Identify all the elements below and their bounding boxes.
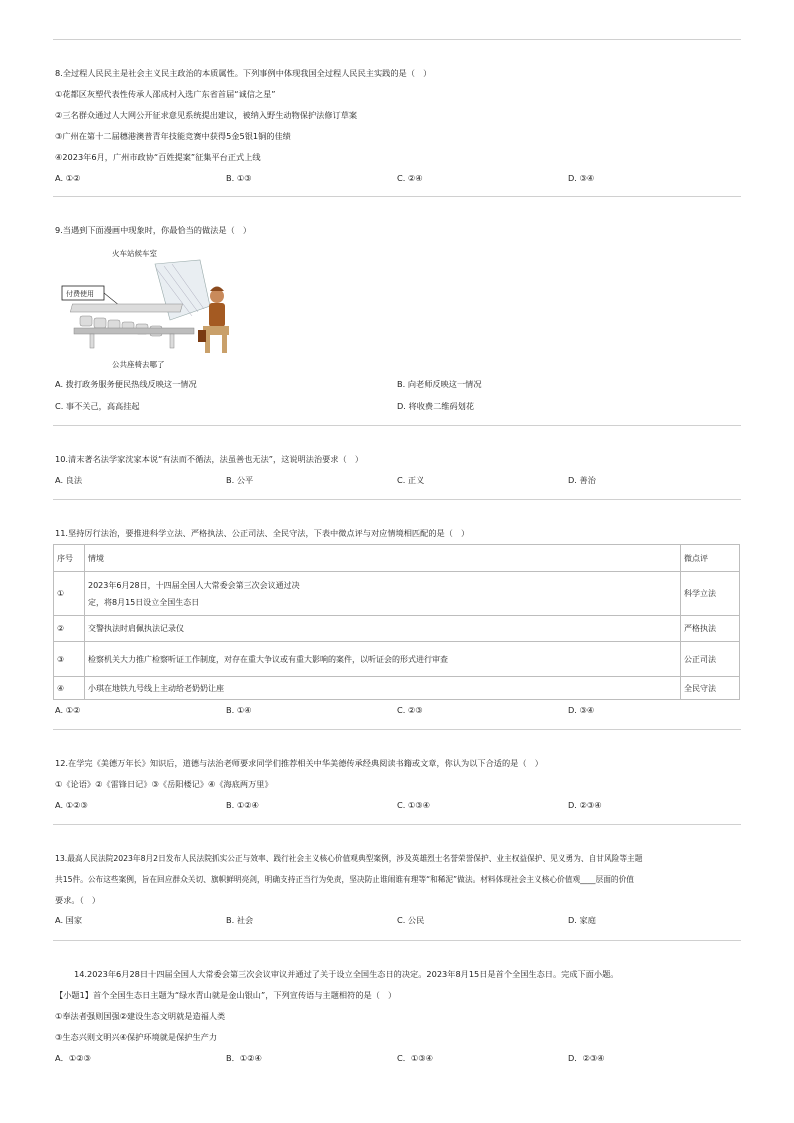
q9-option-d[interactable]: D. 将收费二维码划花 [397,401,475,411]
q13-option-c[interactable]: C. 公民 [397,915,425,925]
table-cell-line: 定，将8月15日设立全国生态日 [88,597,200,607]
q8-item-3: ③广州在第十二届穗港澳普青年技能竞赛中获得5金5银1铜的佳绩 [55,131,291,141]
q11-option-b[interactable]: B. ①④ [226,705,252,715]
q9-option-b[interactable]: B. 向老师反映这一情况 [397,379,482,389]
q8-option-a[interactable]: A. ①② [55,173,81,183]
q14-item-1: ①奉法者强则国强②建设生态文明就是造福人类 [55,1011,226,1021]
q13-option-a[interactable]: A. 国家 [55,915,83,925]
q13-line-3: 要求。（ ） [55,895,101,905]
q9-stem: 9.当遇到下面漫画中现象时，你最恰当的做法是（ ） [55,225,252,235]
q8-item-4: ④2023年6月，广州市政协“百姓提案”征集平台正式上线 [55,152,261,162]
q8-option-c[interactable]: C. ②④ [397,173,423,183]
q10-option-d[interactable]: D. 善治 [568,475,596,485]
q12-option-b[interactable]: B. ①②④ [226,800,259,810]
q12-stem: 12.在学完《美德万年长》知识后，道德与法治老师要求同学们推荐相关中华美德传承经典阅读书籍或文章，你认为以下合适的是（ ） [55,758,543,768]
q11-table [53,544,740,700]
q11-option-d[interactable]: D. ③④ [568,705,595,715]
cartoon-caption: 公共座椅去哪了 [112,360,165,369]
q9-option-c[interactable]: C. 事不关己，高高挂起 [55,401,140,411]
table-header: 微点评 [681,545,740,572]
q12-option-d[interactable]: D. ②③④ [568,800,602,810]
table-cell [85,572,681,616]
table-row [54,642,740,677]
q14-option-a[interactable]: A．①②③ [55,1053,91,1063]
q11-stem: 11.坚持厉行法治，要推进科学立法、严格执法、公正司法、全民守法，下表中微点评与对应情境相匹配的是（ ） [55,528,470,538]
table-cell: 科学立法 [681,572,740,616]
q11-option-c[interactable]: C. ②③ [397,705,423,715]
divider [53,499,741,500]
q8-stem: 8.全过程人民民主是社会主义民主政治的本质属性。下列事例中体现我国全过程人民民主实践的是（ ） [55,68,432,78]
q10-stem: 10.清末著名法学家沈家本说“有法而不循法，法虽善也无法”，这说明法治要求（ ） [55,454,364,464]
q12-items: ①《论语》②《雷锋日记》③《岳阳楼记》④《海底两万里》 [55,779,273,789]
q8-item-1: ①花都区灰塑代表性传承人邵成村入选广东省首届“诚信之星” [55,89,276,99]
waiting-room-cartoon [60,246,240,370]
table-cell: ④ [54,677,85,700]
q8-item-2: ②三名群众通过人大网公开征求意见系统提出建议，被纳入野生动物保护法修订草案 [55,110,358,120]
table-cell: ② [54,616,85,642]
q9-option-a[interactable]: A. 拨打政务服务便民热线反映这一情况 [55,379,197,389]
divider [53,196,741,197]
q10-option-b[interactable]: B. 公平 [226,475,254,485]
table-header-row [54,545,740,572]
q8-option-d[interactable]: D. ③④ [568,173,595,183]
table-header: 情境 [85,545,681,572]
table-row [54,572,740,616]
cartoon-sign: 付费使用 [66,290,94,298]
table-cell: 检察机关大力推广检察听证工作制度，对存在重大争议或有重大影响的案件，以听证会的形式进行审查 [85,642,681,677]
divider [53,940,741,941]
table-row [54,616,740,642]
q10-option-a[interactable]: A. 良法 [55,475,83,485]
q14-item-2: ③生态兴则文明兴④保护环境就是保护生产力 [55,1032,218,1042]
table-cell-line: 2023年6月28日，十四届全国人大常委会第三次会议通过决 [88,580,300,590]
table-cell: 严格执法 [681,616,740,642]
q13-line-2: 共15件。公布这些案例，旨在回应群众关切、旗帜鲜明亮剑，明确支持正当行为免责，坚决防止谁闹谁有理等“和稀泥”做法。材料体现社会主义核心价值观____层面的价值 [55,875,634,884]
q8-option-b[interactable]: B. ①③ [226,173,252,183]
table-cell: ① [54,572,85,616]
q14-sub-question-1: 【小题1】首个全国生态日主题为“绿水青山就是金山银山”，下列宣传语与主题相符的是（ ） [55,990,397,1000]
divider [53,824,741,825]
q13-option-b[interactable]: B. 社会 [226,915,254,925]
table-cell: ③ [54,642,85,677]
table-cell: 小琪在地铁九号线上主动给老奶奶让座 [85,677,681,700]
table-cell: 交警执法时肩佩执法记录仪 [85,616,681,642]
table-cell: 全民守法 [681,677,740,700]
table-cell: 公正司法 [681,642,740,677]
q11-option-a[interactable]: A. ①② [55,705,81,715]
table-row [54,677,740,700]
q14-intro: 14.2023年6月28日十四届全国人大常委会第三次会议审议并通过了关于设立全国生态日的决定。2023年8月15日是首个全国生态日。完成下面小题。 [74,969,619,979]
divider-top [53,39,741,40]
q13-option-d[interactable]: D. 家庭 [568,915,596,925]
divider [53,425,741,426]
q14-option-b[interactable]: B．①②④ [226,1053,262,1063]
q14-option-c[interactable]: C．①③④ [397,1053,433,1063]
divider [53,729,741,730]
q13-line-1: 13.最高人民法院2023年8月2日发布人民法院抓实公正与效率、践行社会主义核心价值观典型案例，涉及英雄烈士名誉荣誉保护、业主权益保护、见义勇为、自甘风险等主题 [55,854,643,863]
table-header: 序号 [54,545,85,572]
q10-option-c[interactable]: C. 正义 [397,475,425,485]
q14-option-d[interactable]: D．②③④ [568,1053,605,1063]
q12-option-c[interactable]: C. ①③④ [397,800,430,810]
q12-option-a[interactable]: A. ①②③ [55,800,88,810]
cartoon-title: 火车站候车室 [112,249,157,258]
